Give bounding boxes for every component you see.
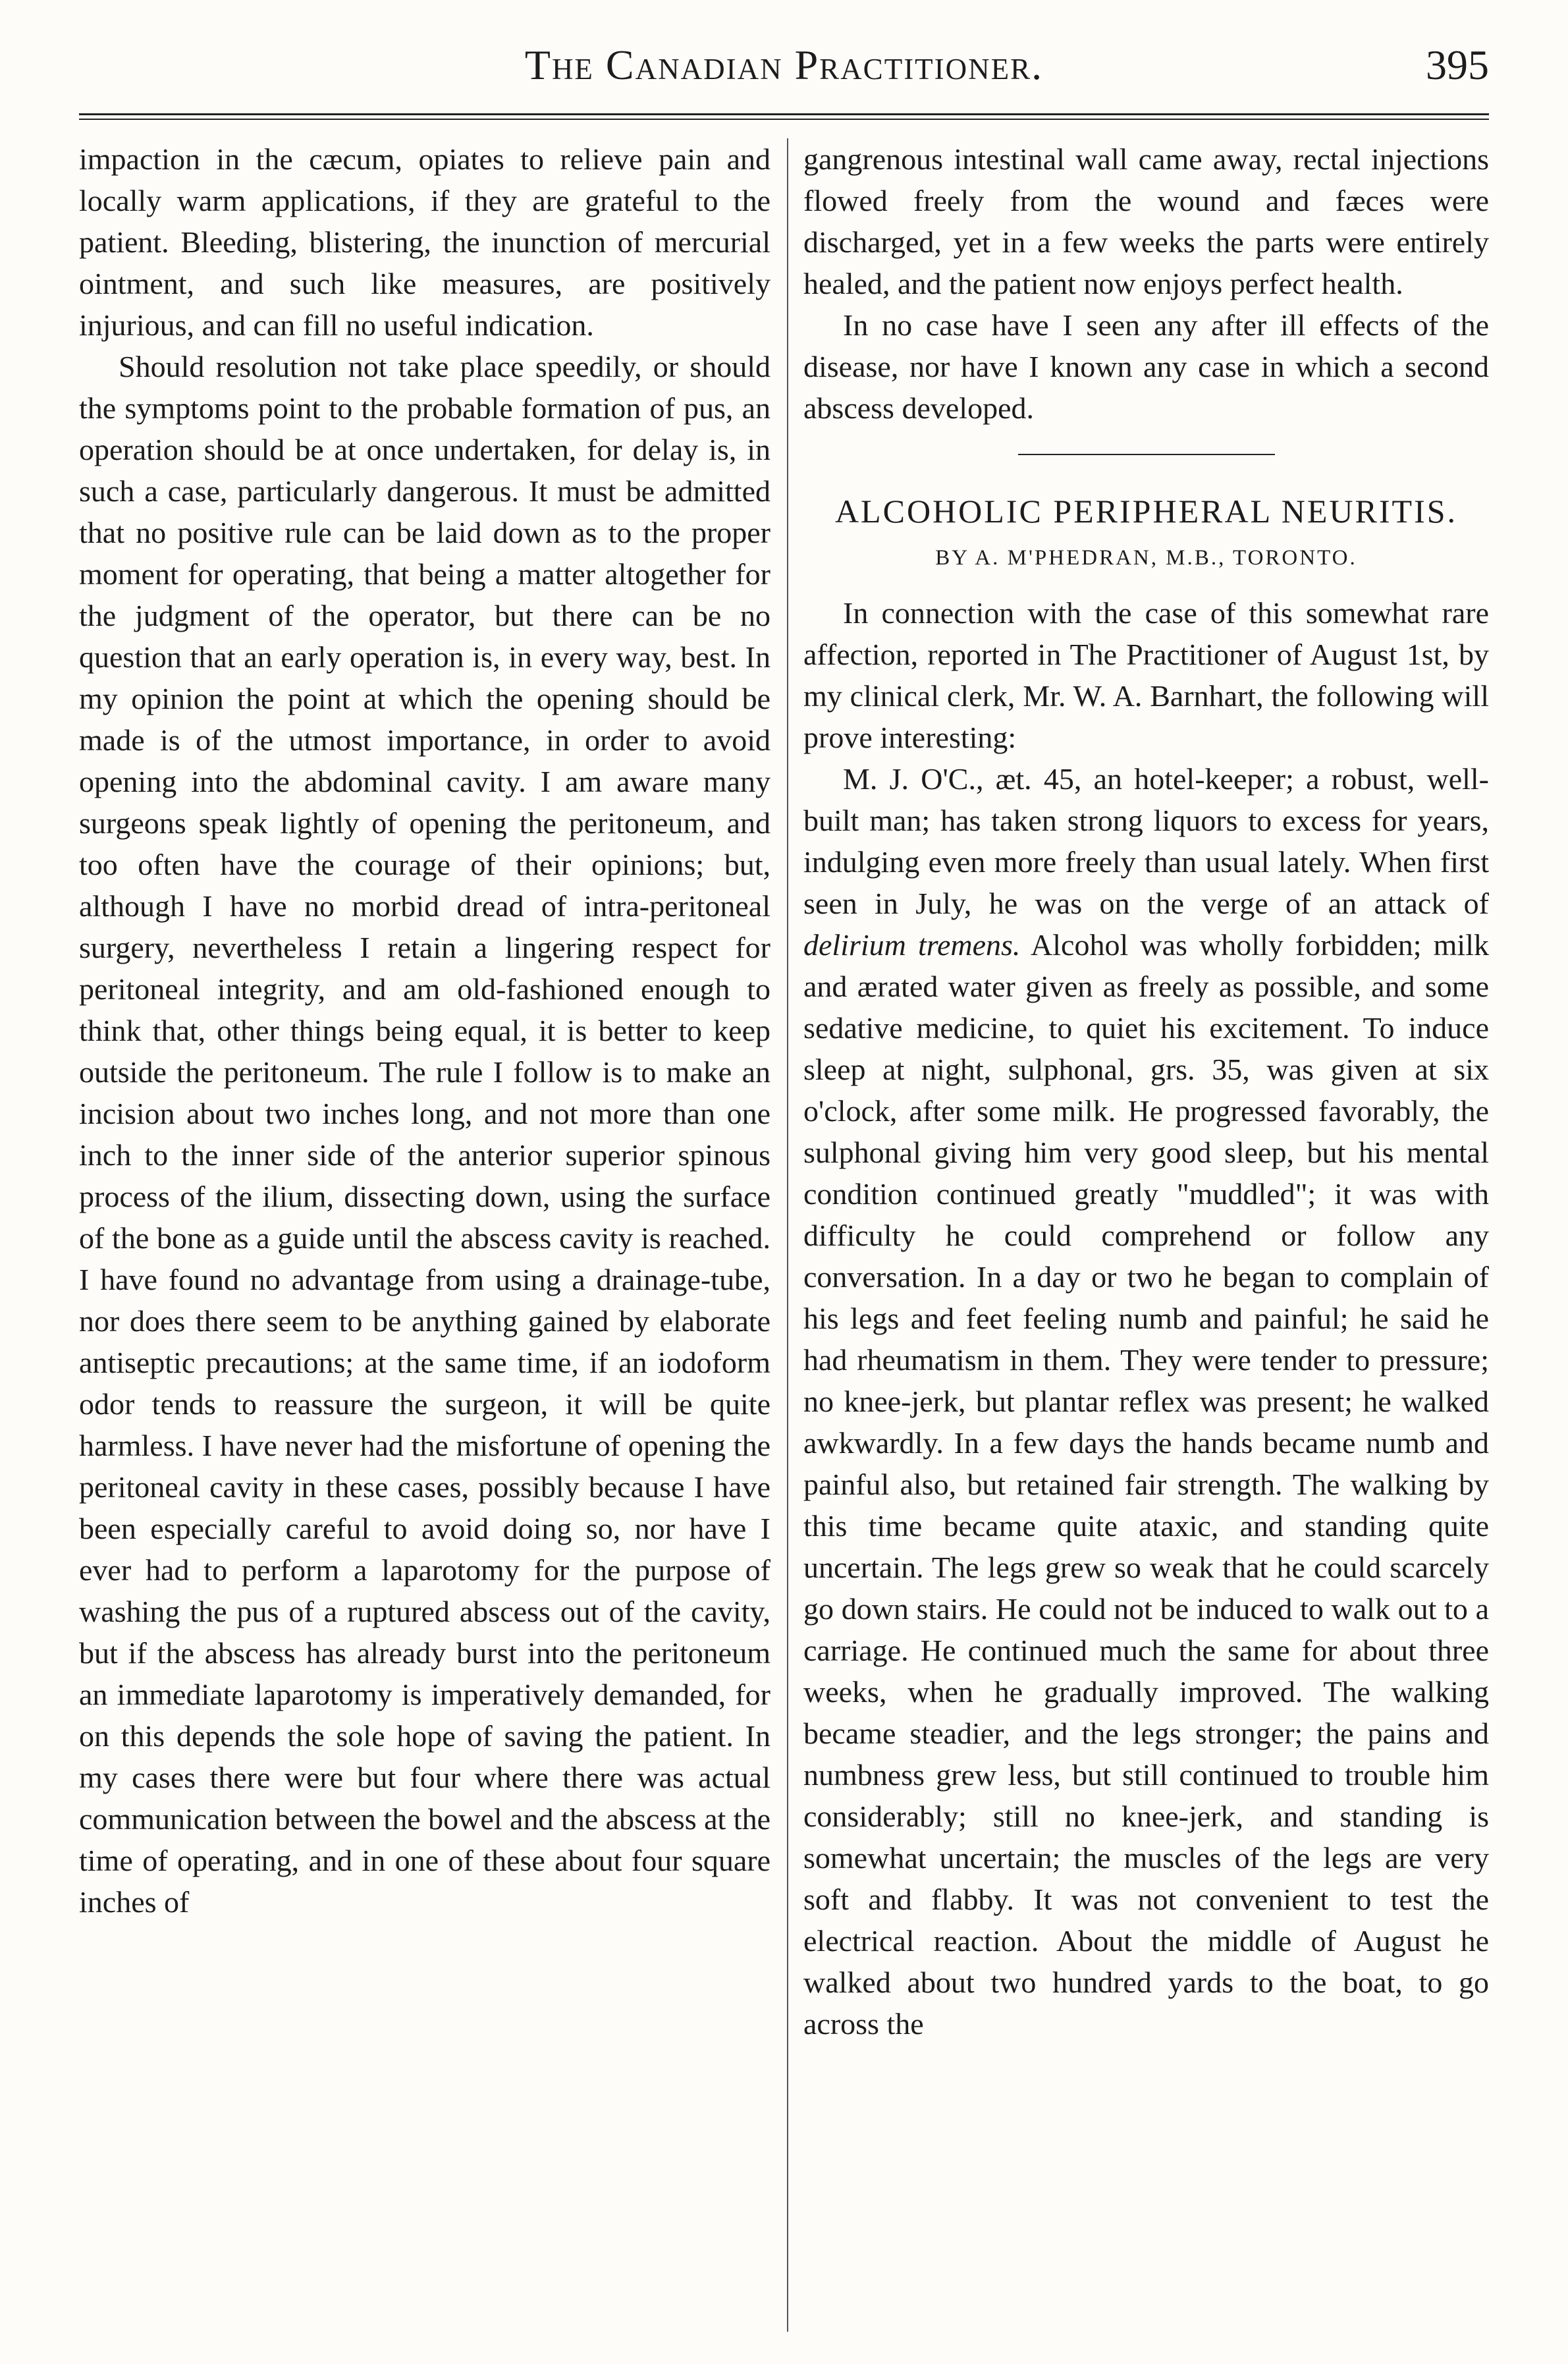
italic-term: delirium tremens. xyxy=(803,928,1021,962)
section-divider xyxy=(1018,454,1275,455)
header-rule xyxy=(79,113,1489,115)
right-column xyxy=(803,138,1489,2332)
article-byline: BY A. M'PHEDRAN, M.B., TORONTO. xyxy=(935,546,1357,570)
header-rule-thin xyxy=(79,119,1489,120)
case-paragraph xyxy=(803,758,1489,2045)
paragraph: In connection with the case of this somewhat rare affection, reported in The Practitioner of August 1st, by my clinical clerk, Mr. W. A. Barnhart, the following will prove interesting: xyxy=(803,596,1489,754)
left-column xyxy=(79,138,770,2332)
paragraph: In no case have I seen any after ill effects of the disease, nor have I known any case in which a second abscess developed. xyxy=(803,308,1489,425)
running-head xyxy=(79,41,1489,107)
article-title: ALCOHOLIC PERIPHERAL NEURITIS. xyxy=(834,493,1458,530)
paragraph: impaction in the cæcum, opiates to relieve pain and locally warm applications, if they are grateful to the patient. Bleeding, blistering, the inunction of mercurial ointment, and such like measures, are positively injurious, and can fill no useful indication. xyxy=(79,142,770,342)
paragraph: Should resolution not take place speedily, or should the symptoms point to the probable formation of pus, an operation should be at once undertaken, for delay is, in such a case, particularly dangerous. It must be admitted that no positive rule can be laid down as to the proper moment for operating, that being a matter altogether for the judgment of the operator, but there can be no question that an early operation is, in every way, best. In my opinion the point at which the opening should be made is of the utmost importance, in order to avoid opening into the abdominal cavity. I am aware many surgeons speak lightly of opening the peritoneum, and too often have the courage of their opinions; but, although I have no morbid dread of intra-peritoneal surgery, nevertheless I retain a lingering respect for peritoneal integrity, and am old-fashioned enough to think that, other things being equal, it is better to keep outside the peritoneum. The rule I follow is to make an incision about two inches long, and not more than one inch to the inner side of the anterior superior spinous process of the ilium, dissecting down, using the surface of the bone as a guide until the abscess cavity is reached. I have found no advantage from using a drainage-tube, nor does there seem to be anything gained by elaborate antiseptic precautions; at the same time, if an iodoform odor tends to reassure the surgeon, it will be quite harmless. I have never had the misfortune of opening the peritoneal cavity in these cases, possibly because I have been especially careful to avoid doing so, nor have I ever had to perform a laparotomy for the purpose of washing the pus of a ruptured abscess out of the cavity, but if the abscess has already burst into the peritoneum an immediate laparotomy is imperatively demanded, for on this depends the sole hope of saving the patient. In my cases there were but four where there was actual communication between the bowel and the abscess at the time of operating, and in one of these about four square inches of xyxy=(79,350,770,1919)
paragraph: gangrenous intestinal wall came away, rectal injections flowed freely from the wound and fæces were discharged, yet in a few weeks the parts were entirely healed, and the patient now enjoys perfect health. xyxy=(803,142,1489,300)
case-text: M. J. O'C., æt. 45, an hotel-keeper; a robust, well-built man; has taken strong liquors to excess for years, indulging even more freely than usual lately. When first seen in July, he was on the verge of an attack of xyxy=(803,762,1489,920)
case-text: Alcohol was wholly forbidden; milk and ærated water given as freely as possible, and some sedative medicine, to quiet his excitement. To induce sleep at night, sulphonal, grs. 35, was given at six o'clock, after some milk. He progressed favorably, the sulphonal giving him very good sleep, but his mental condition continued greatly "muddled"; it was with difficulty he could comprehend or follow any conversation. In a day or two he began to complain of his legs and feet feeling numb and painful; he said he had rheumatism in them. They were tender to pressure; no knee-jerk, but plantar reflex was present; he walked awkwardly. In a few days the hands became numb and painful also, but retained fair strength. The walking by this time became quite ataxic, and standing quite uncertain. The legs grew so weak that he could scarcely go down stairs. He could not be induced to walk out to a carriage. He continued much the same for about three weeks, when he gradually improved. The walking became steadier, and the legs stronger; the pains and numbness grew less, but still continued to trouble him considerably; still no knee-jerk, and standing is somewhat uncertain; the muscles of the legs are very soft and flabby. It was not convenient to test the electrical reaction. About the middle of August he walked about two hundred yards to the boat, to go across the xyxy=(803,928,1489,2041)
page-number: 395 xyxy=(1426,41,1489,88)
column-divider xyxy=(787,138,788,2332)
journal-title: The Canadian Practitioner. xyxy=(524,41,1044,88)
